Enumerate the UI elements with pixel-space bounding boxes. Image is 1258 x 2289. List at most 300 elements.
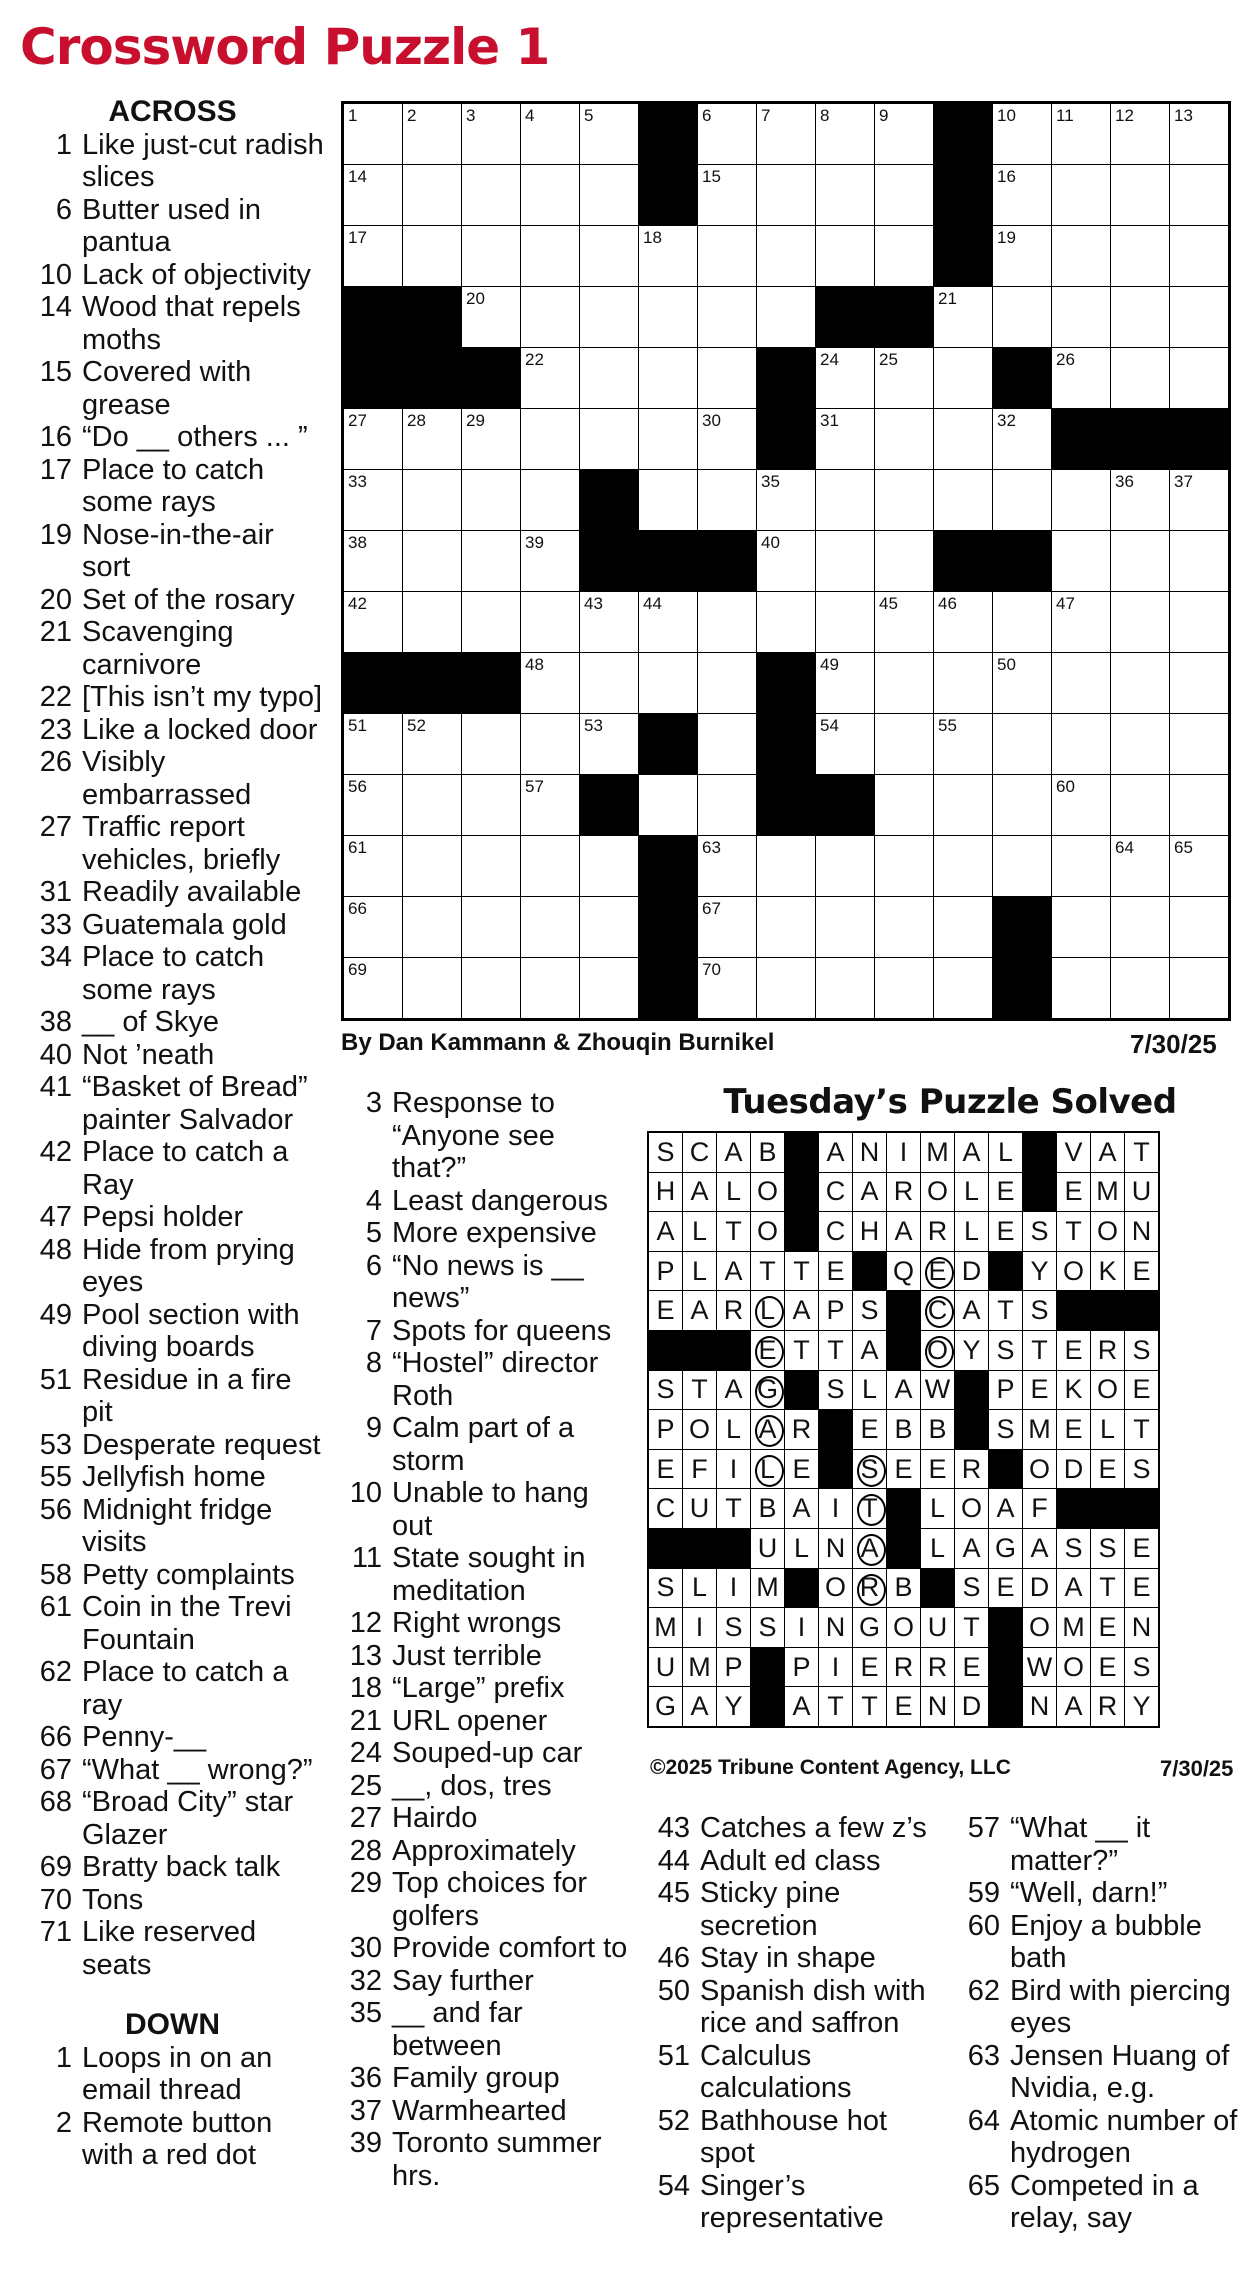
grid-cell[interactable] bbox=[816, 592, 875, 653]
grid-cell[interactable] bbox=[343, 775, 403, 836]
grid-cell[interactable] bbox=[1170, 165, 1230, 226]
grid-cell[interactable] bbox=[1052, 592, 1111, 653]
solution-cell: N bbox=[819, 1528, 853, 1568]
grid-cell[interactable] bbox=[580, 897, 639, 958]
grid-cell[interactable] bbox=[639, 470, 698, 531]
grid-cell[interactable] bbox=[993, 226, 1052, 287]
clue-text: Bathhouse hot spot bbox=[700, 2104, 888, 2169]
grid-cell[interactable] bbox=[993, 592, 1052, 653]
grid-cell[interactable] bbox=[521, 409, 580, 470]
grid-cell[interactable] bbox=[993, 653, 1052, 714]
grid-cell[interactable] bbox=[1052, 897, 1111, 958]
grid-cell[interactable] bbox=[698, 226, 757, 287]
grid-cell[interactable] bbox=[757, 103, 816, 165]
cell-number: 43 bbox=[584, 594, 603, 613]
grid-cell[interactable] bbox=[757, 592, 816, 653]
grid-cell[interactable] bbox=[1111, 836, 1170, 897]
grid-cell[interactable] bbox=[875, 714, 934, 775]
solution-cell: E bbox=[1091, 1647, 1125, 1687]
grid-cell[interactable] bbox=[521, 775, 580, 836]
cell-number: 69 bbox=[348, 960, 367, 979]
black-square bbox=[934, 103, 993, 165]
clue-number: 48 bbox=[39, 1233, 72, 1266]
solution-cell: N bbox=[921, 1687, 955, 1727]
clue-item bbox=[20, 811, 325, 876]
solution-cell: P bbox=[648, 1410, 683, 1450]
grid-cell[interactable] bbox=[1170, 287, 1230, 348]
grid-cell[interactable] bbox=[521, 103, 580, 165]
solution-cell: A bbox=[1057, 1568, 1091, 1608]
solution-cell: I bbox=[717, 1449, 751, 1489]
grid-cell[interactable] bbox=[403, 775, 462, 836]
solution-black-square bbox=[785, 1132, 819, 1172]
cell-number: 61 bbox=[348, 838, 367, 857]
grid-cell[interactable] bbox=[816, 470, 875, 531]
grid-cell[interactable] bbox=[934, 348, 993, 409]
clue-text: Like reserved seats bbox=[82, 1916, 257, 1981]
solution-cell: A bbox=[751, 1410, 785, 1450]
grid-cell[interactable] bbox=[816, 409, 875, 470]
cell-number: 50 bbox=[997, 655, 1016, 674]
grid-cell[interactable] bbox=[580, 226, 639, 287]
solution-cell: A bbox=[683, 1291, 717, 1331]
grid-cell[interactable] bbox=[1170, 653, 1230, 714]
clue-number: 50 bbox=[657, 1974, 690, 2007]
clue-text: “What __ it matter?” bbox=[1010, 1812, 1151, 1877]
clue-number: 45 bbox=[657, 1877, 690, 1909]
grid-cell[interactable] bbox=[1052, 836, 1111, 897]
grid-cell[interactable] bbox=[875, 409, 934, 470]
grid-cell[interactable] bbox=[698, 836, 757, 897]
solution-cell: U bbox=[648, 1647, 683, 1687]
grid-cell[interactable] bbox=[639, 287, 698, 348]
clue-text: [This isn’t my typo] bbox=[82, 681, 323, 713]
grid-cell[interactable] bbox=[816, 836, 875, 897]
grid-cell[interactable] bbox=[1111, 653, 1170, 714]
clue-item bbox=[330, 1835, 635, 1868]
solution-cell: A bbox=[955, 1132, 989, 1172]
solution-cell: K bbox=[1091, 1251, 1125, 1291]
grid-cell[interactable] bbox=[1170, 958, 1230, 1020]
solution-cell: T bbox=[751, 1251, 785, 1291]
grid-cell[interactable] bbox=[1111, 287, 1170, 348]
grid-cell[interactable] bbox=[934, 714, 993, 775]
solution-cell: O bbox=[1023, 1449, 1057, 1489]
grid-cell[interactable] bbox=[343, 592, 403, 653]
grid-cell[interactable] bbox=[757, 470, 816, 531]
clue-text: Catches a few z’s bbox=[700, 1812, 927, 1844]
grid-cell[interactable] bbox=[934, 409, 993, 470]
grid-cell[interactable] bbox=[934, 653, 993, 714]
grid-cell[interactable] bbox=[698, 348, 757, 409]
solution-cell: S bbox=[853, 1291, 887, 1331]
grid-cell[interactable] bbox=[580, 409, 639, 470]
circle-mark bbox=[755, 1376, 784, 1408]
cell-number: 52 bbox=[407, 716, 426, 735]
grid-cell[interactable] bbox=[639, 653, 698, 714]
clue-item bbox=[330, 1087, 635, 1185]
clue-number: 31 bbox=[39, 876, 72, 908]
grid-cell[interactable] bbox=[343, 470, 403, 531]
grid-cell[interactable] bbox=[1170, 775, 1230, 836]
solution-cell: O bbox=[921, 1330, 955, 1370]
grid-cell[interactable] bbox=[521, 287, 580, 348]
cell-number: 54 bbox=[820, 716, 839, 735]
solution-cell: R bbox=[921, 1212, 955, 1252]
clue-number: 62 bbox=[39, 1656, 72, 1688]
grid-cell[interactable] bbox=[698, 287, 757, 348]
grid-cell[interactable] bbox=[580, 958, 639, 1020]
solution-cell: T bbox=[785, 1330, 819, 1370]
grid-cell[interactable] bbox=[1052, 348, 1111, 409]
clue-item bbox=[330, 2062, 635, 2095]
grid-cell[interactable] bbox=[462, 226, 521, 287]
grid-cell[interactable] bbox=[875, 897, 934, 958]
grid-cell[interactable] bbox=[462, 470, 521, 531]
grid-cell[interactable] bbox=[403, 714, 462, 775]
clue-text: Family group bbox=[392, 2062, 560, 2094]
grid-cell[interactable] bbox=[757, 958, 816, 1020]
grid-cell[interactable] bbox=[580, 348, 639, 409]
grid-cell[interactable] bbox=[1111, 897, 1170, 958]
grid-cell[interactable] bbox=[462, 287, 521, 348]
clue-number: 38 bbox=[39, 1006, 72, 1038]
grid-cell[interactable] bbox=[1111, 226, 1170, 287]
grid-cell[interactable] bbox=[698, 958, 757, 1020]
solution-cell: W bbox=[921, 1370, 955, 1410]
grid-cell[interactable] bbox=[580, 165, 639, 226]
clue-number: 13 bbox=[349, 1639, 382, 1672]
grid-cell[interactable] bbox=[462, 103, 521, 165]
clue-item bbox=[330, 1477, 635, 1542]
grid-cell[interactable] bbox=[580, 592, 639, 653]
solution-cell: A bbox=[717, 1370, 751, 1410]
grid-cell[interactable] bbox=[403, 470, 462, 531]
grid-cell[interactable] bbox=[1170, 348, 1230, 409]
grid-cell[interactable] bbox=[698, 409, 757, 470]
grid-cell[interactable] bbox=[521, 470, 580, 531]
grid-cell[interactable] bbox=[757, 287, 816, 348]
grid-cell[interactable] bbox=[816, 897, 875, 958]
solution-cell: I bbox=[785, 1608, 819, 1648]
down-clues-2 bbox=[330, 1087, 635, 2192]
grid-cell[interactable] bbox=[875, 226, 934, 287]
grid-cell[interactable] bbox=[875, 165, 934, 226]
grid-cell[interactable] bbox=[757, 836, 816, 897]
clue-item bbox=[638, 2105, 948, 2170]
grid-cell[interactable] bbox=[521, 348, 580, 409]
grid-cell[interactable] bbox=[1052, 226, 1111, 287]
clue-item bbox=[20, 681, 325, 714]
grid-cell[interactable] bbox=[462, 592, 521, 653]
black-square bbox=[403, 653, 462, 714]
grid-cell[interactable] bbox=[580, 714, 639, 775]
grid-cell[interactable] bbox=[934, 592, 993, 653]
grid-cell[interactable] bbox=[403, 592, 462, 653]
grid-cell[interactable] bbox=[1170, 103, 1230, 165]
grid-cell[interactable] bbox=[993, 165, 1052, 226]
cell-number: 9 bbox=[879, 106, 889, 125]
grid-cell[interactable] bbox=[521, 836, 580, 897]
cell-number: 18 bbox=[643, 228, 662, 247]
grid-cell[interactable] bbox=[875, 348, 934, 409]
solution-date: 7/30/25 bbox=[1160, 1756, 1234, 1781]
clue-text: Place to catch some rays bbox=[82, 941, 265, 1006]
grid-cell[interactable] bbox=[698, 592, 757, 653]
clue-number: 70 bbox=[39, 1883, 72, 1916]
grid-cell[interactable] bbox=[462, 897, 521, 958]
clue-text: __ of Skye bbox=[82, 1006, 220, 1038]
cell-number: 14 bbox=[348, 167, 367, 186]
grid-cell[interactable] bbox=[1111, 470, 1170, 531]
grid-cell[interactable] bbox=[875, 592, 934, 653]
grid-cell[interactable] bbox=[816, 714, 875, 775]
grid-cell[interactable] bbox=[521, 653, 580, 714]
grid-cell[interactable] bbox=[875, 653, 934, 714]
grid-cell[interactable] bbox=[1170, 836, 1230, 897]
grid-cell[interactable] bbox=[1052, 775, 1111, 836]
grid-cell[interactable] bbox=[1111, 348, 1170, 409]
clue-number: 6 bbox=[365, 1249, 382, 1282]
grid-cell[interactable] bbox=[1052, 470, 1111, 531]
grid-cell[interactable] bbox=[698, 470, 757, 531]
clue-text: Response to “Anyone see that?” bbox=[392, 1087, 555, 1184]
grid-cell[interactable] bbox=[757, 897, 816, 958]
grid-cell[interactable] bbox=[403, 836, 462, 897]
grid-cell[interactable] bbox=[993, 714, 1052, 775]
grid-cell[interactable] bbox=[698, 775, 757, 836]
grid-cell[interactable] bbox=[343, 714, 403, 775]
clue-number: 51 bbox=[39, 1363, 72, 1396]
clue-text: Lack of objectivity bbox=[82, 258, 311, 291]
grid-cell[interactable] bbox=[1111, 958, 1170, 1020]
solution-cell: C bbox=[819, 1172, 853, 1212]
cell-number: 48 bbox=[525, 655, 544, 674]
cell-number: 40 bbox=[761, 533, 780, 552]
clue-item bbox=[20, 1364, 325, 1429]
grid-cell[interactable] bbox=[993, 470, 1052, 531]
grid-cell[interactable] bbox=[816, 226, 875, 287]
grid-cell[interactable] bbox=[521, 226, 580, 287]
grid-cell[interactable] bbox=[521, 958, 580, 1020]
grid-cell[interactable] bbox=[343, 897, 403, 958]
clue-number: 66 bbox=[39, 1721, 72, 1753]
grid-cell[interactable] bbox=[1111, 103, 1170, 165]
clue-text: Readily available bbox=[82, 876, 302, 908]
grid-cell[interactable] bbox=[639, 592, 698, 653]
grid-cell[interactable] bbox=[934, 958, 993, 1020]
grid-cell[interactable] bbox=[639, 775, 698, 836]
grid-cell[interactable] bbox=[462, 958, 521, 1020]
grid-cell[interactable] bbox=[1170, 592, 1230, 653]
grid-cell[interactable] bbox=[521, 592, 580, 653]
grid-cell[interactable] bbox=[343, 165, 403, 226]
grid-cell[interactable] bbox=[462, 836, 521, 897]
grid-cell[interactable] bbox=[816, 165, 875, 226]
grid-cell[interactable] bbox=[993, 836, 1052, 897]
grid-cell[interactable] bbox=[462, 409, 521, 470]
solution-cell: E bbox=[819, 1251, 853, 1291]
clue-text: Top choices for golfers bbox=[392, 1867, 588, 1932]
clue-text: Approximately bbox=[392, 1834, 576, 1867]
solution-cell: L bbox=[683, 1212, 717, 1252]
grid-cell[interactable] bbox=[934, 836, 993, 897]
clue-item bbox=[948, 1910, 1248, 1975]
grid-cell[interactable] bbox=[462, 714, 521, 775]
grid-cell[interactable] bbox=[993, 287, 1052, 348]
grid-cell[interactable] bbox=[343, 958, 403, 1020]
clue-item bbox=[638, 1942, 948, 1975]
solution-cell: E bbox=[1125, 1528, 1160, 1568]
cell-number: 4 bbox=[525, 106, 535, 125]
solution-cell: E bbox=[853, 1410, 887, 1450]
grid-cell[interactable] bbox=[1111, 531, 1170, 592]
solution-cell: K bbox=[1057, 1370, 1091, 1410]
grid-cell[interactable] bbox=[580, 103, 639, 165]
grid-cell[interactable] bbox=[343, 226, 403, 287]
grid-cell[interactable] bbox=[875, 775, 934, 836]
grid-cell[interactable] bbox=[580, 287, 639, 348]
grid-cell[interactable] bbox=[1052, 958, 1111, 1020]
grid-cell[interactable] bbox=[403, 531, 462, 592]
grid-cell[interactable] bbox=[403, 897, 462, 958]
grid-cell[interactable] bbox=[1111, 714, 1170, 775]
clue-item bbox=[20, 1721, 325, 1754]
clue-number: 65 bbox=[967, 2169, 1000, 2202]
grid-cell[interactable] bbox=[816, 103, 875, 165]
grid-cell[interactable] bbox=[816, 958, 875, 1020]
grid-cell[interactable] bbox=[698, 103, 757, 165]
grid-cell[interactable] bbox=[1111, 165, 1170, 226]
grid-cell[interactable] bbox=[816, 531, 875, 592]
grid-cell[interactable] bbox=[403, 103, 462, 165]
grid-cell[interactable] bbox=[698, 165, 757, 226]
solution-cell: P bbox=[989, 1370, 1023, 1410]
grid-cell[interactable] bbox=[462, 531, 521, 592]
grid-cell[interactable] bbox=[639, 409, 698, 470]
grid-cell[interactable] bbox=[343, 836, 403, 897]
grid-cell[interactable] bbox=[875, 958, 934, 1020]
grid-cell[interactable] bbox=[1111, 592, 1170, 653]
cell-number: 7 bbox=[761, 106, 771, 125]
grid-cell[interactable] bbox=[639, 226, 698, 287]
clue-number: 25 bbox=[349, 1769, 382, 1802]
solution-cell: S bbox=[1023, 1212, 1057, 1252]
grid-cell[interactable] bbox=[757, 226, 816, 287]
clue-number: 9 bbox=[365, 1412, 382, 1444]
cell-number: 47 bbox=[1056, 594, 1075, 613]
grid-cell[interactable] bbox=[521, 165, 580, 226]
clue-number: 27 bbox=[39, 811, 72, 843]
grid-cell[interactable] bbox=[580, 836, 639, 897]
grid-cell[interactable] bbox=[403, 409, 462, 470]
grid-cell[interactable] bbox=[580, 653, 639, 714]
grid-cell[interactable] bbox=[875, 531, 934, 592]
grid-cell[interactable] bbox=[698, 653, 757, 714]
clue-text: Just terrible bbox=[392, 1639, 542, 1672]
grid-cell[interactable] bbox=[1170, 714, 1230, 775]
grid-cell[interactable] bbox=[934, 470, 993, 531]
grid-cell[interactable] bbox=[343, 103, 403, 165]
grid-cell[interactable] bbox=[1052, 103, 1111, 165]
grid-cell[interactable] bbox=[521, 897, 580, 958]
cell-number: 27 bbox=[348, 411, 367, 430]
grid-cell[interactable] bbox=[816, 653, 875, 714]
grid-cell[interactable] bbox=[1052, 165, 1111, 226]
grid-cell[interactable] bbox=[1052, 287, 1111, 348]
grid-cell[interactable] bbox=[343, 409, 403, 470]
grid-cell[interactable] bbox=[875, 836, 934, 897]
grid-cell[interactable] bbox=[403, 958, 462, 1020]
cell-number: 25 bbox=[879, 350, 898, 369]
grid-cell[interactable] bbox=[403, 226, 462, 287]
solution-black-square bbox=[819, 1449, 853, 1489]
clue-number: 1 bbox=[55, 128, 72, 161]
black-square bbox=[639, 531, 698, 592]
cell-number: 44 bbox=[643, 594, 662, 613]
clue-item bbox=[330, 1932, 635, 1965]
solution-cell: O bbox=[1091, 1370, 1125, 1410]
solution-black-square bbox=[853, 1251, 887, 1291]
grid-cell[interactable] bbox=[993, 409, 1052, 470]
grid-cell[interactable] bbox=[403, 165, 462, 226]
grid-cell[interactable] bbox=[521, 531, 580, 592]
clue-text: URL opener bbox=[392, 1704, 548, 1737]
grid-cell[interactable] bbox=[462, 165, 521, 226]
solution-black-square bbox=[989, 1449, 1023, 1489]
grid-cell[interactable] bbox=[875, 103, 934, 165]
clue-text: “Basket of Bread” painter Salvador bbox=[82, 1071, 308, 1136]
grid-cell[interactable] bbox=[1111, 775, 1170, 836]
grid-cell[interactable] bbox=[934, 775, 993, 836]
grid-cell[interactable] bbox=[875, 470, 934, 531]
grid-cell[interactable] bbox=[757, 531, 816, 592]
grid-cell[interactable] bbox=[993, 103, 1052, 165]
grid-cell[interactable] bbox=[462, 775, 521, 836]
grid-cell[interactable] bbox=[1052, 714, 1111, 775]
clue-text: Hairdo bbox=[392, 1802, 478, 1834]
clue-text: Visibly embarrassed bbox=[82, 746, 252, 811]
black-square bbox=[580, 470, 639, 531]
clue-text: Pepsi holder bbox=[82, 1201, 244, 1233]
down-clues-4 bbox=[948, 1812, 1248, 2235]
solution-cell: T bbox=[717, 1489, 751, 1529]
grid-cell[interactable] bbox=[343, 531, 403, 592]
grid-cell[interactable] bbox=[1170, 531, 1230, 592]
cell-number: 51 bbox=[348, 716, 367, 735]
grid-cell[interactable] bbox=[816, 348, 875, 409]
grid-cell[interactable] bbox=[1170, 226, 1230, 287]
solution-cell: S bbox=[819, 1370, 853, 1410]
clue-text: Calm part of a storm bbox=[392, 1412, 575, 1477]
grid-cell[interactable] bbox=[639, 348, 698, 409]
grid-cell[interactable] bbox=[521, 714, 580, 775]
grid-cell[interactable] bbox=[1170, 470, 1230, 531]
grid-cell[interactable] bbox=[934, 287, 993, 348]
down-heading: DOWN bbox=[125, 2008, 220, 2041]
grid-cell[interactable] bbox=[1170, 897, 1230, 958]
grid-cell[interactable] bbox=[934, 897, 993, 958]
black-square bbox=[343, 348, 403, 409]
clue-number: 57 bbox=[967, 1812, 1000, 1844]
grid-cell[interactable] bbox=[1052, 531, 1111, 592]
solution-cell: L bbox=[921, 1528, 955, 1568]
grid-cell[interactable] bbox=[698, 897, 757, 958]
grid-cell[interactable] bbox=[993, 775, 1052, 836]
grid-cell[interactable] bbox=[757, 165, 816, 226]
grid-cell[interactable] bbox=[1052, 653, 1111, 714]
grid-cell[interactable] bbox=[698, 714, 757, 775]
